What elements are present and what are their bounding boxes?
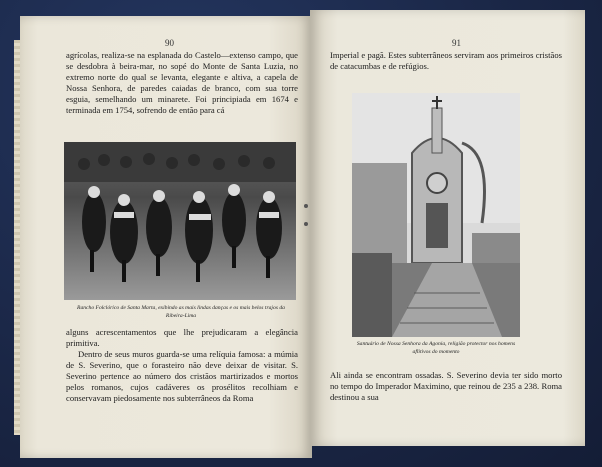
left-top-text [66,50,298,116]
left-bottom-paragraph-2: Dentro de seus muros guarda-se uma relíquia famosa: a múmia de S. Severino, que o forasteiro não deve deixar de visitar. S. Severino pertence ao número dos cristãos martirizados e mortos pelos romanos, cujos cadáveres os prosélitos recolhiam e conservavam piedosamente nos subterrâneos da Roma [66,349,298,403]
right-top-text [330,50,562,72]
left-page-number: 90 [165,38,174,48]
sanctuary-photo [352,93,520,337]
open-book [20,10,585,458]
left-top-paragraph: agrícolas, realiza-se na esplanada do Castelo—extenso campo, que se desdobra à beira-mar, no sopé do Monte de Santa Luzia, no extremo norte do qual se levanta, elegante e altiva, a capela de Nossa Senhora, de paredes caiadas de branco, com sua torre esguia, semelhando um minarete. Foi principiada em 1674 e terminada em 1754, sofrendo de então para cá [66,50,298,115]
binding-stitch [304,204,308,208]
left-bottom-text [66,327,298,404]
right-photo-caption: Santuário de Nossa Senhora da Agonia, religião protector nos homens aflitivos do momento [356,341,516,355]
right-bottom-paragraph: Ali ainda se encontram ossadas. S. Severino devia ter sido morto no tempo do Imperador Maximino, que reinou de 235 a 238. Roma destinou a sua [330,370,562,402]
right-page [310,10,585,446]
left-page [20,16,312,458]
folk-dance-illustration [64,142,296,300]
left-bottom-paragraph-1: alguns acrescentamentos que lhe prejudicaram a elegância primitiva. [66,327,298,348]
right-page-number: 91 [452,38,461,48]
right-bottom-text [330,370,562,403]
binding-stitch [304,222,308,226]
left-photo-caption: Rancho Folclórico de Santa Marta, exibindo as mais lindas danças e os mais belos trajos da Ribeira-Lima [77,305,285,319]
folk-dance-photo [64,142,296,300]
right-top-paragraph: Imperial e pagã. Estes subterrâneos serviram aos primeiros cristãos de catacumbas e de refúgios. [330,50,562,71]
sanctuary-illustration [352,93,520,337]
